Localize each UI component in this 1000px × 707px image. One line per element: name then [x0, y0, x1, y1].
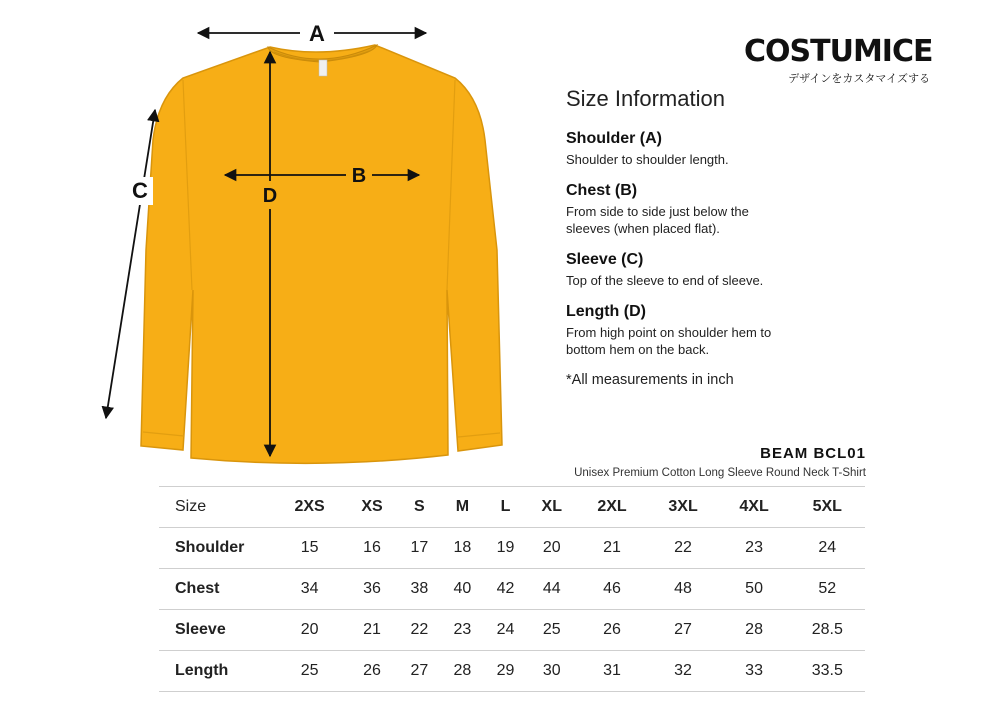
- product-info: [574, 445, 866, 479]
- value-cell: 24: [790, 528, 865, 569]
- value-cell: 31: [577, 651, 648, 692]
- row-label-cell: Shoulder: [159, 528, 273, 569]
- size-information: [566, 86, 896, 388]
- value-cell: 22: [648, 528, 719, 569]
- size-header-cell: 3XL: [648, 487, 719, 528]
- brand-logo: [744, 34, 933, 86]
- product-code: BEAM BCL01: [760, 445, 866, 462]
- value-cell: 27: [648, 610, 719, 651]
- info-heading: Chest (B): [566, 182, 638, 199]
- value-cell: 23: [719, 528, 790, 569]
- value-cell: 26: [577, 610, 648, 651]
- value-cell: 27: [398, 651, 441, 692]
- size-header-cell: 2XL: [577, 487, 648, 528]
- table-header-row: [159, 487, 865, 528]
- info-item-chest: [566, 182, 896, 237]
- row-label-cell: Chest: [159, 569, 273, 610]
- value-cell: 40: [441, 569, 484, 610]
- value-cell: 23: [441, 610, 484, 651]
- size-header-cell: 5XL: [790, 487, 865, 528]
- size-header-cell: S: [398, 487, 441, 528]
- info-item-sleeve: [566, 251, 896, 289]
- shirt-tag: [319, 60, 327, 76]
- info-description: Top of the sleeve to end of sleeve.: [566, 273, 764, 288]
- value-cell: 18: [441, 528, 484, 569]
- size-header-cell: XL: [527, 487, 577, 528]
- size-header-cell: L: [484, 487, 527, 528]
- info-heading: Length (D): [566, 303, 646, 320]
- value-cell: 22: [398, 610, 441, 651]
- info-heading: Shoulder (A): [566, 130, 662, 147]
- value-cell: 36: [346, 569, 398, 610]
- value-cell: 34: [273, 569, 346, 610]
- info-heading: Sleeve (C): [566, 251, 644, 268]
- value-cell: 24: [484, 610, 527, 651]
- value-cell: 50: [719, 569, 790, 610]
- label-d: D: [262, 185, 278, 207]
- shirt-diagram: [0, 0, 560, 480]
- info-description: Shoulder to shoulder length.: [566, 152, 729, 167]
- value-cell: 28: [441, 651, 484, 692]
- size-header-cell: 2XS: [273, 487, 346, 528]
- value-cell: 25: [527, 610, 577, 651]
- info-description: From side to side just below the sleeves (when placed flat).: [566, 204, 749, 236]
- row-label-cell: Sleeve: [159, 610, 273, 651]
- table-row: [159, 569, 865, 610]
- size-header-cell: M: [441, 487, 484, 528]
- value-cell: 25: [273, 651, 346, 692]
- value-cell: 38: [398, 569, 441, 610]
- value-cell: 21: [346, 610, 398, 651]
- value-cell: 28.5: [790, 610, 865, 651]
- info-item-shoulder: [566, 130, 896, 168]
- brand-tagline: デザインをカスタマイズする: [788, 72, 930, 85]
- value-cell: 30: [527, 651, 577, 692]
- measurement-note: *All measurements in inch: [566, 372, 734, 388]
- info-description: From high point on shoulder hem to bottom hem on the back.: [566, 325, 772, 357]
- value-cell: 42: [484, 569, 527, 610]
- info-item-length: [566, 303, 896, 358]
- value-cell: 20: [273, 610, 346, 651]
- value-cell: 33: [719, 651, 790, 692]
- size-chart-table: [159, 486, 865, 692]
- value-cell: 32: [648, 651, 719, 692]
- value-cell: 29: [484, 651, 527, 692]
- size-header-cell: 4XL: [719, 487, 790, 528]
- info-title: Size Information: [566, 86, 725, 111]
- table-row: [159, 651, 865, 692]
- product-description: Unisex Premium Cotton Long Sleeve Round Neck T-Shirt: [574, 467, 866, 479]
- table-row: [159, 610, 865, 651]
- row-label-cell: Length: [159, 651, 273, 692]
- brand-name: COSTUMICE: [744, 34, 933, 69]
- label-a: A: [309, 21, 325, 46]
- value-cell: 17: [398, 528, 441, 569]
- table-row: [159, 528, 865, 569]
- value-cell: 21: [577, 528, 648, 569]
- header-label-cell: Size: [159, 487, 273, 528]
- value-cell: 52: [790, 569, 865, 610]
- value-cell: 26: [346, 651, 398, 692]
- label-c: C: [132, 178, 148, 203]
- size-header-cell: XS: [346, 487, 398, 528]
- value-cell: 15: [273, 528, 346, 569]
- value-cell: 28: [719, 610, 790, 651]
- value-cell: 46: [577, 569, 648, 610]
- value-cell: 44: [527, 569, 577, 610]
- label-b: B: [351, 165, 367, 187]
- value-cell: 19: [484, 528, 527, 569]
- value-cell: 16: [346, 528, 398, 569]
- value-cell: 48: [648, 569, 719, 610]
- value-cell: 20: [527, 528, 577, 569]
- value-cell: 33.5: [790, 651, 865, 692]
